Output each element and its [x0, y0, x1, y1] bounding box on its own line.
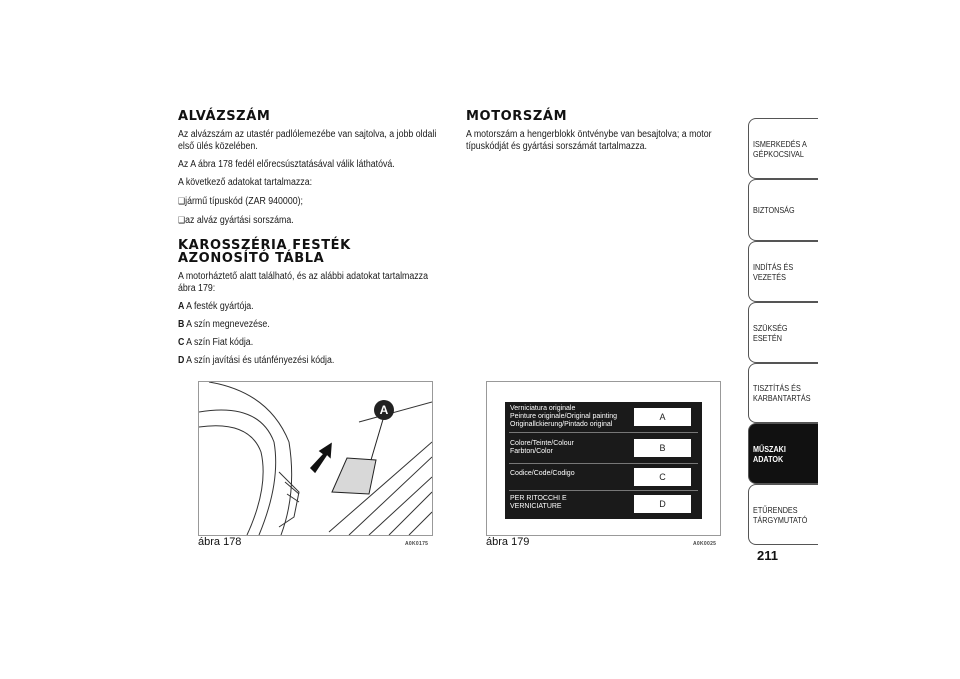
chassis-drawing: [199, 382, 432, 535]
chapter-tab-label: SZÜKSÉG ESETÉN: [753, 322, 788, 343]
item-letter: D: [178, 355, 185, 366]
chapter-tab-getting-to-know[interactable]: [748, 118, 818, 179]
list-item: [178, 301, 439, 313]
bullet-item: ❑ az alváz gyártási sorszáma.: [178, 214, 439, 227]
item-text: A szín Fiat kódja.: [186, 337, 254, 348]
plate-row-text: Verniciatura originale Peinture originale/Original painting Originallckierung/Pintado original: [510, 405, 618, 428]
plate-row-box: B: [634, 439, 691, 457]
chapter-tab-emergency[interactable]: [748, 302, 818, 363]
chapter-tab-starting-driving[interactable]: [748, 241, 818, 302]
figure-code: A0K0025: [693, 541, 717, 547]
item-letter: C: [178, 337, 185, 348]
list-item: [178, 337, 439, 349]
bullet-item: ❑ jármű típuskód (ZAR 940000);: [178, 195, 439, 208]
plate-row-box: A: [634, 408, 691, 426]
chapter-tab-label: INDÍTÁS ÉS VEZETÉS: [753, 261, 794, 282]
figure-caption: ábra 178: [198, 536, 242, 548]
plate-row-text: Colore/Teinte/Colour Farbton/Color: [510, 440, 574, 455]
plate-row-text: PER RITOCCHI E VERNICIATURE: [510, 495, 567, 510]
item-letter: B: [178, 319, 185, 330]
list-item: [178, 319, 439, 331]
item-text: A festék gyártója.: [186, 301, 254, 312]
section-title-chassis: ALVÁZSZÁM: [178, 109, 271, 124]
paragraph: A motorháztető alatt található, és az alábbi adatokat tartalmazza ábra 179:: [178, 271, 428, 294]
figure-chassis-illustration: [198, 381, 433, 536]
plate-row-d: [505, 491, 702, 519]
plate-row-c: [505, 464, 702, 490]
chapter-tab-label: MŰSZAKI ADATOK: [753, 443, 786, 464]
plate-row-b: [505, 433, 702, 463]
item-letter: A: [178, 301, 185, 312]
figure-paint-plate: [486, 381, 721, 536]
item-text: A szín megnevezése.: [186, 319, 270, 330]
chapter-tab-label: ISMERKEDÉS A GÉPKOCSIVAL: [753, 138, 807, 159]
left-column: [178, 110, 438, 373]
chapter-tab-label: BIZTONSÁG: [753, 205, 795, 215]
list-item: [178, 355, 439, 367]
chapter-tab-label: ETŰRENDES TÁRGYMUTATÓ: [753, 504, 808, 525]
plate-row-box: D: [634, 495, 691, 513]
section-title-engine: MOTORSZÁM: [466, 109, 568, 124]
marker-label: A: [379, 403, 389, 417]
chapter-tab-safety[interactable]: [748, 179, 818, 241]
paint-identification-plate: [505, 402, 702, 519]
page-number: 211: [757, 548, 778, 563]
plate-row-text: Codice/Code/Codigo: [510, 470, 575, 477]
plate-row-box: C: [634, 468, 691, 486]
paragraph: A motorszám a hengerblokk öntvénybe van besajtolva; a motor típuskódját és gyártási sorszámát tartalmazza.: [466, 129, 712, 152]
right-column: [466, 110, 726, 159]
chapter-tab-maintenance[interactable]: [748, 363, 818, 423]
paragraph: Az alvázszám az utastér padlólemezébe van sajtolva, a jobb oldali első ülés közelében.: [178, 129, 437, 152]
chapter-tab-technical-data[interactable]: [748, 423, 818, 484]
chapter-tab-label: TISZTÍTÁS ÉS KARBANTARTÁS: [753, 383, 811, 403]
chapter-tab-index[interactable]: [748, 484, 818, 545]
paragraph: A következő adatokat tartalmazza:: [178, 177, 313, 188]
item-text: A szín javítási és utánfényezési kódja.: [186, 355, 335, 366]
paragraph: Az A ábra 178 fedél előrecsúsztatásával válik láthatóvá.: [178, 159, 395, 170]
section-title-paint-plate: KAROSSZÉRIA FESTÉK AZONOSÍTÓ TÁBLA: [178, 238, 351, 266]
figure-code: A0K0175: [405, 541, 429, 547]
figure-caption: ábra 179: [486, 536, 530, 548]
plate-row-a: [505, 402, 702, 432]
